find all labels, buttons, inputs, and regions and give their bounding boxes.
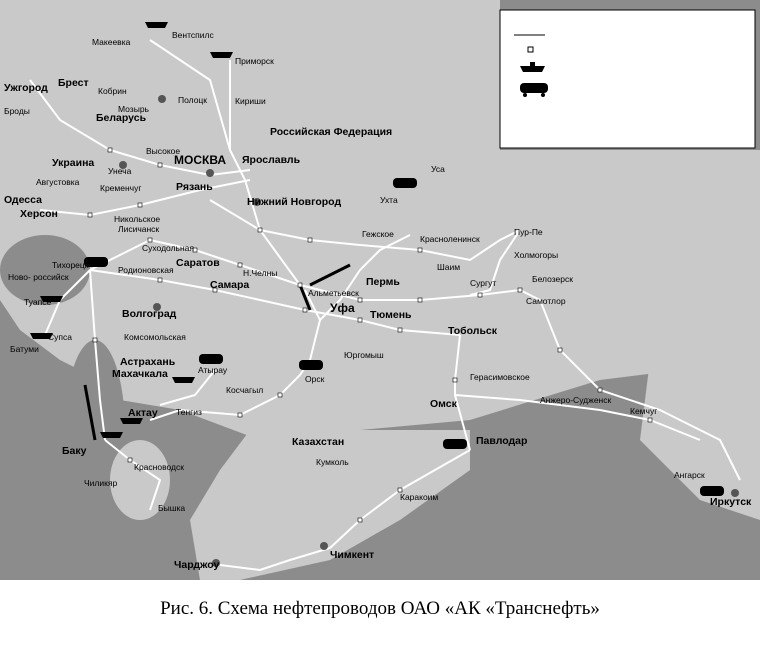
label-belozersk: Белозерск (532, 274, 573, 284)
label-ukhta: Ухта (380, 195, 398, 205)
label-tengiz: Тенгиз (176, 407, 202, 417)
label-brody: Броды (4, 106, 30, 116)
label-ventspils: Вентспилс (172, 30, 214, 40)
label-almetyevsk: Альметьевск (308, 288, 359, 298)
label-atyrau: Атырау (198, 365, 228, 375)
label-byshka: Бышка (158, 503, 186, 513)
label-ufa: Уфа (330, 301, 355, 315)
label-batumi: Батуми (10, 344, 39, 354)
label-krasnoleninsk: Красноленинск (420, 234, 480, 244)
label-tobolsk: Тобольск (448, 325, 498, 337)
label-omsk: Омск (430, 398, 457, 410)
label-supsa: Супса (48, 332, 72, 342)
label-gezhskoe: Гежское (362, 229, 394, 239)
label-astrakhan: Астрахань (120, 356, 176, 368)
label-samotlor: Самотлор (526, 296, 566, 306)
label-novorossiysk: Ново- российск (8, 272, 69, 282)
label-pur-pe: Пур-Пе (514, 227, 543, 237)
label-kherson: Херсон (20, 208, 58, 220)
label-perm: Пермь (366, 276, 400, 288)
label-sukhodolnaya: Суходольная (142, 243, 194, 253)
label-belarus: Беларусь (96, 112, 147, 124)
label-kirishi: Кириши (235, 96, 266, 106)
label-yurgomysh: Юргомыш (344, 350, 384, 360)
station-square-symbol (528, 47, 533, 52)
label-kremenchug: Кременчуг (100, 183, 142, 193)
label-tuapse: Туапсе (24, 297, 52, 307)
label-vysokoe: Высокое (146, 146, 181, 156)
label-orsk: Орск (305, 374, 325, 384)
label-pavlodar: Павлодар (476, 435, 528, 447)
label-unecha: Унеча (108, 166, 132, 176)
figure-caption: Рис. 6. Схема нефтепроводов ОАО «АК «Транснефть» (160, 598, 600, 619)
label-saratov: Саратов (176, 257, 220, 269)
label-polotsk: Полоцк (178, 95, 208, 105)
label-uzhgorod: Ужгород (4, 82, 48, 94)
label-chelny: Н.Челны (243, 268, 278, 278)
label-chimkent: Чимкент (330, 549, 375, 561)
label-volgograd: Волгоград (122, 308, 177, 320)
label-chardzhou: Чарджоу (174, 559, 220, 571)
label-nikolskoe: Никольское (114, 214, 161, 224)
label-primorsk: Приморск (235, 56, 274, 66)
label-russia: Российская Федерация (270, 126, 393, 138)
label-tikhoretsk: Тихорецк (52, 260, 89, 270)
label-tyumen: Тюмень (370, 309, 412, 321)
label-makeevka: Макеевка (92, 37, 131, 47)
label-moskva: МОСКВА (174, 153, 227, 167)
label-aktau: Актау (128, 407, 158, 419)
label-krasnovodsk: Красноводск (134, 462, 184, 472)
label-samara: Самара (210, 279, 250, 291)
label-kazakhstan: Казахстан (292, 436, 345, 448)
label-baku: Баку (62, 445, 87, 457)
label-chilikyar: Чиликяр (84, 478, 118, 488)
label-ryazan: Рязань (176, 181, 213, 193)
label-gerasimovskoe: Герасимовское (470, 372, 530, 382)
label-rodionovskaya: Родионовская (118, 265, 174, 275)
label-kholmogory: Холмогоры (514, 250, 559, 260)
label-odessa: Одесса (4, 194, 42, 206)
label-usa: Уса (431, 164, 445, 174)
label-yaroslavl: Ярославль (242, 154, 301, 166)
label-lisichansk: Лисичанск (118, 224, 160, 234)
label-surgut: Сургут (470, 278, 497, 288)
label-kemchug: Кемчуг (630, 406, 658, 416)
label-angarsk: Ангарск (674, 470, 705, 480)
label-kobrin: Кобрин (98, 86, 127, 96)
label-anzhero: Анжеро-Судженск (540, 395, 612, 405)
label-koschagyl: Косчагыл (226, 385, 264, 395)
label-komsomolskaya: Комсомольская (124, 332, 186, 342)
label-brest: Брест (58, 77, 89, 89)
label-nizhny: Нижний Новгород (247, 196, 342, 208)
label-ukraine: Украина (52, 157, 95, 169)
label-irkutsk: Иркутск (710, 496, 752, 508)
label-avgustovka: Августовка (36, 177, 80, 187)
legend (500, 10, 755, 148)
label-shaim: Шаим (437, 262, 461, 272)
label-kumkol: Кумколь (316, 457, 349, 467)
label-mozyr: Мозырь (118, 104, 149, 114)
label-karakoim: Каракоим (400, 492, 439, 502)
label-makhachkala: Махачкала (112, 368, 168, 380)
